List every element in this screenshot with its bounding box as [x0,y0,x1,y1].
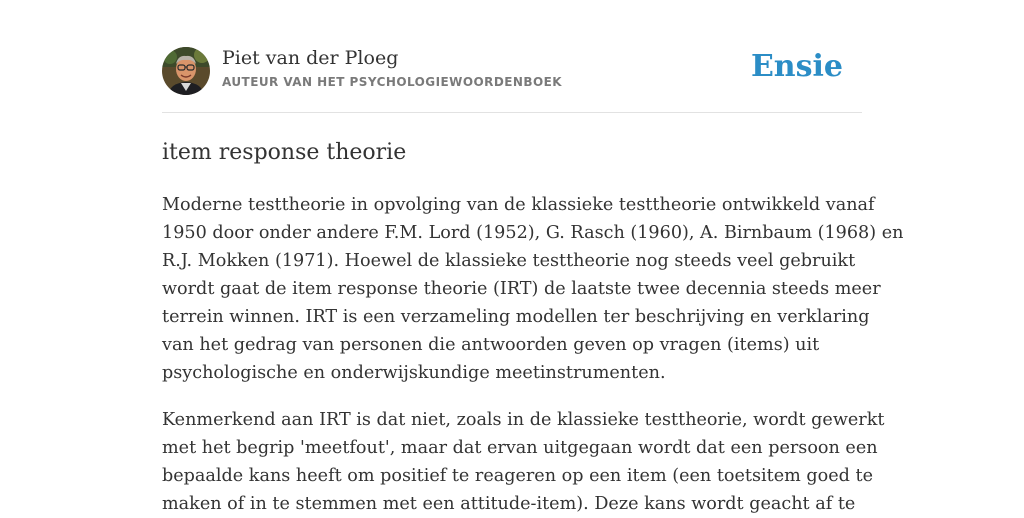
paragraph-2 [162,406,885,518]
paragraph-line: Moderne testtheorie in opvolging van de klassieke testtheorie ontwikkeld vanaf [162,195,875,215]
author-avatar[interactable] [162,47,210,95]
ensie-logo[interactable]: Ensie [750,49,843,84]
entry-title: item response theorie [162,140,407,165]
paragraph-1 [162,191,904,387]
paragraph-line: maken of in te stemmen met een attitude-item). Deze kans wordt geacht af te [162,494,856,514]
paragraph-line: R.J. Mokken (1971). Hoewel de klassieke testtheorie nog steeds veel gebruikt [162,251,856,271]
paragraph-line: psychologische en onderwijskundige meetinstrumenten. [162,363,666,383]
paragraph-line: terrein winnen. IRT is een verzameling modellen ter beschrijving en verklaring [162,307,870,327]
entry-page [162,46,904,518]
paragraph-line: 1950 door onder andere F.M. Lord (1952), G. Rasch (1960), A. Birnbaum (1968) en [162,223,904,243]
author-header [162,46,862,113]
author-role: AUTEUR VAN HET PSYCHOLOGIEWOORDENBOEK [222,75,563,89]
paragraph-line: bepaalde kans heeft om positief te reageren op een item (een toetsitem goed te [162,466,873,486]
portrait-photo-icon [162,47,210,95]
author-name[interactable]: Piet van der Ploeg [222,47,399,69]
paragraph-line: wordt gaat de item response theorie (IRT) de laatste twee decennia steeds meer [162,279,881,299]
paragraph-line: van het gedrag van personen die antwoorden geven op vragen (items) uit [162,335,820,355]
paragraph-line: Kenmerkend aan IRT is dat niet, zoals in de klassieke testtheorie, wordt gewerkt [162,410,885,430]
paragraph-line: met het begrip 'meetfout', maar dat ervan uitgegaan wordt dat een persoon een [162,438,878,458]
